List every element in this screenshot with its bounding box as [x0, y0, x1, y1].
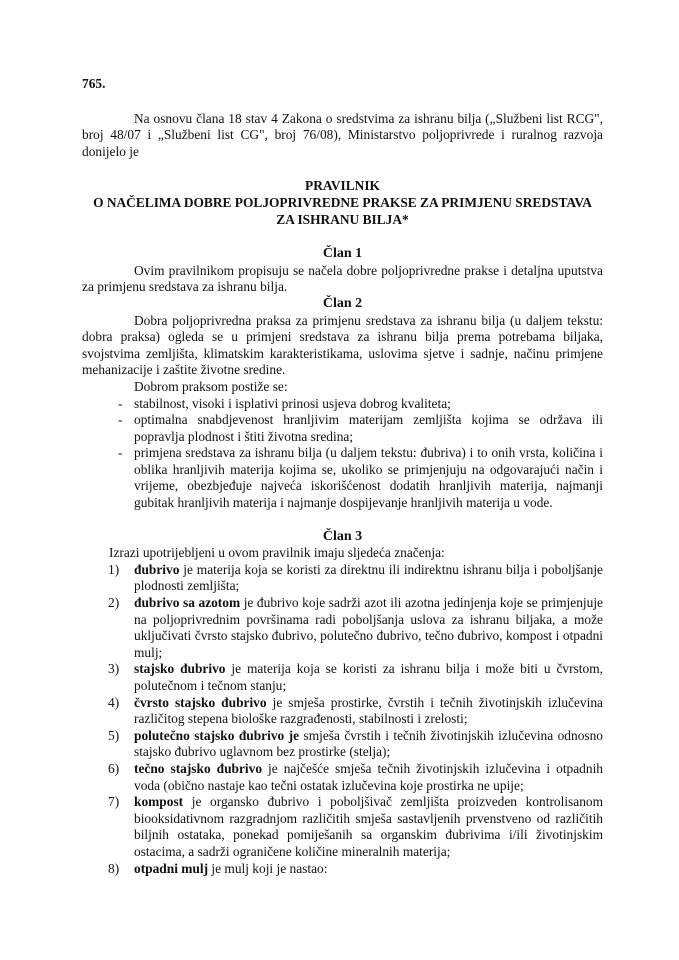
title-line: O NAČELIMA DOBRE POLJOPRIVREDNE PRAKSE ZA PRIMJENU SREDSTAVA — [93, 194, 592, 210]
clan2-intro: Dobrom praksom postiže se: — [134, 378, 288, 394]
definition-item — [82, 761, 603, 794]
definition-item — [82, 562, 603, 595]
term: đubrivo sa azotom — [134, 595, 241, 611]
definition: je materija koja se koristi za ishranu bilja i može biti u čvrstom, polutečnom i tečnom stanju; — [134, 661, 603, 693]
definition: je đubrivo koje sadrži azot ili azotna jedinjenja koje se primjenjuje na poljoprivrednim površinama radi poboljšanja uslova za ishranu biljaka, a može uključivati čvrsto stajsko đubrivo, polutečno đubrivo, tečno đubrivo, kompost i otpadni mulj; — [134, 595, 603, 660]
list-item-text: optimalna snabdjevenost hranljivim materijam zemljišta kojima se održava ili popravlja plodnost i štiti životna sredina; — [134, 412, 603, 444]
list-item — [82, 396, 603, 413]
clan1-text: Ovim pravilnikom propisuju se načela dobre poljoprivredne prakse i detaljna uputstva za primjenu sredstava za ishranu bilja. — [82, 262, 603, 295]
clan2-heading: Član 2 — [322, 295, 363, 311]
clan2-list — [82, 396, 603, 512]
list-item — [82, 445, 603, 511]
title-line: PRAVILNIK — [305, 178, 380, 194]
item-number: 7) — [108, 794, 120, 810]
item-number: 2) — [108, 595, 120, 611]
definition: smješa čvrstih i tečnih životinjskih izlučevina odnosno stajsko đubrivo uglavnom bez prostirke (stelja); — [134, 727, 603, 760]
term: đubrivo — [134, 561, 180, 577]
clan3-heading: Član 3 — [322, 528, 363, 544]
item-number: 3) — [108, 661, 120, 677]
title-line: ZA ISHRANU BILJA* — [276, 211, 409, 227]
item-number: 8) — [108, 860, 120, 876]
definition-item — [82, 695, 603, 728]
item-number: 6) — [108, 760, 120, 776]
definition: je materija koja se koristi za direktnu ili indirektnu ishranu bilja i poboljšanje plodnosti zemljišta; — [134, 561, 603, 594]
definition-item — [82, 728, 603, 761]
act-number: 765. — [82, 76, 106, 91]
term: čvrsto stajsko đubrivo — [134, 694, 267, 710]
clan3-list — [82, 562, 603, 877]
term: kompost — [134, 794, 184, 810]
term: otpadni mulj — [134, 860, 209, 876]
clan2-text: Dobra poljoprivredna praksa za primjenu sredstava za ishranu bilja (u daljem tekstu: dobra praksa) ogleda se u primjeni sredstava za ishranu bilja prema potrebama biljaka, svojstvima zemljišta, klimatskim karakteristikama, uslovima sjetve i sadnje, načinu primjene mehanizacije i zaštite životne sredine. — [82, 312, 603, 378]
definition-item — [82, 595, 603, 661]
item-number: 1) — [108, 561, 120, 577]
list-item — [82, 412, 603, 445]
document-page — [82, 76, 603, 877]
preamble: Na osnovu člana 18 stav 4 Zakona o sredstvima za ishranu bilja („Službeni list RCG", broj 48/07 i „Službeni list CG", broj 76/08), Ministarstvo poljoprivrede i ruralnog razvoja donijelo je — [82, 110, 603, 159]
bullet: - — [118, 445, 123, 461]
bullet: - — [118, 412, 123, 428]
definition: je smješa prostirke, čvrstih i tečnih životinjskih izlučevina različitog stepena biološke razgrađenosti, stabilnosti i zrelosti; — [134, 694, 603, 727]
bullet: - — [118, 395, 123, 411]
clan3-intro: Izrazi upotrijebljeni u ovom pravilnik imaju sljedeća značenja: — [109, 545, 445, 561]
list-item-text: primjena sredstava za ishranu bilja (u daljem tekstu: đubriva) i to onih vrsta, količina i oblika hranljivih materija kojima se, ukoliko se primjenjuju na odgovarajući način i vrijeme, obezbjeđuje najveća iskorišćenost dodatih hranljivih materija, najmanji gubitak hranljivih materija i najmanje dospijevanje hranljivih materija u vode. — [134, 445, 603, 511]
term: stajsko đubrivo — [134, 661, 226, 677]
definition-item — [82, 794, 603, 860]
definition: je najčešće smješa tečnih životinjskih izlučevina i otpadnih voda (obično nastaje kao tečni ostatak izlučevina koje prostirka ne upije; — [134, 760, 603, 793]
definition-item — [82, 861, 603, 878]
term: polutečno stajsko đubrivo je — [134, 727, 300, 743]
item-number: 5) — [108, 727, 120, 743]
definition: je organsko đubrivo i poboljšivač zemljišta proizveden kontrolisanom biooksidativnom razgradnjom različitih smješa sastavljenih prvenstveno od različitih biljnih ostataka, ponekad pomiješanih sa organskim đubrivima i/ili životinjskim ostacima, a sadrži ograničene količine mineralnih materija; — [134, 794, 603, 859]
definition: je mulj koji je nastao: — [208, 860, 328, 876]
title — [82, 178, 603, 228]
list-item-text: stabilnost, visoki i isplativi prinosi usjeva dobrog kvaliteta; — [134, 395, 451, 411]
term: tečno stajsko đubrivo — [134, 760, 263, 776]
item-number: 4) — [108, 694, 120, 710]
clan1-heading: Član 1 — [322, 246, 363, 262]
definition-item — [82, 661, 603, 694]
